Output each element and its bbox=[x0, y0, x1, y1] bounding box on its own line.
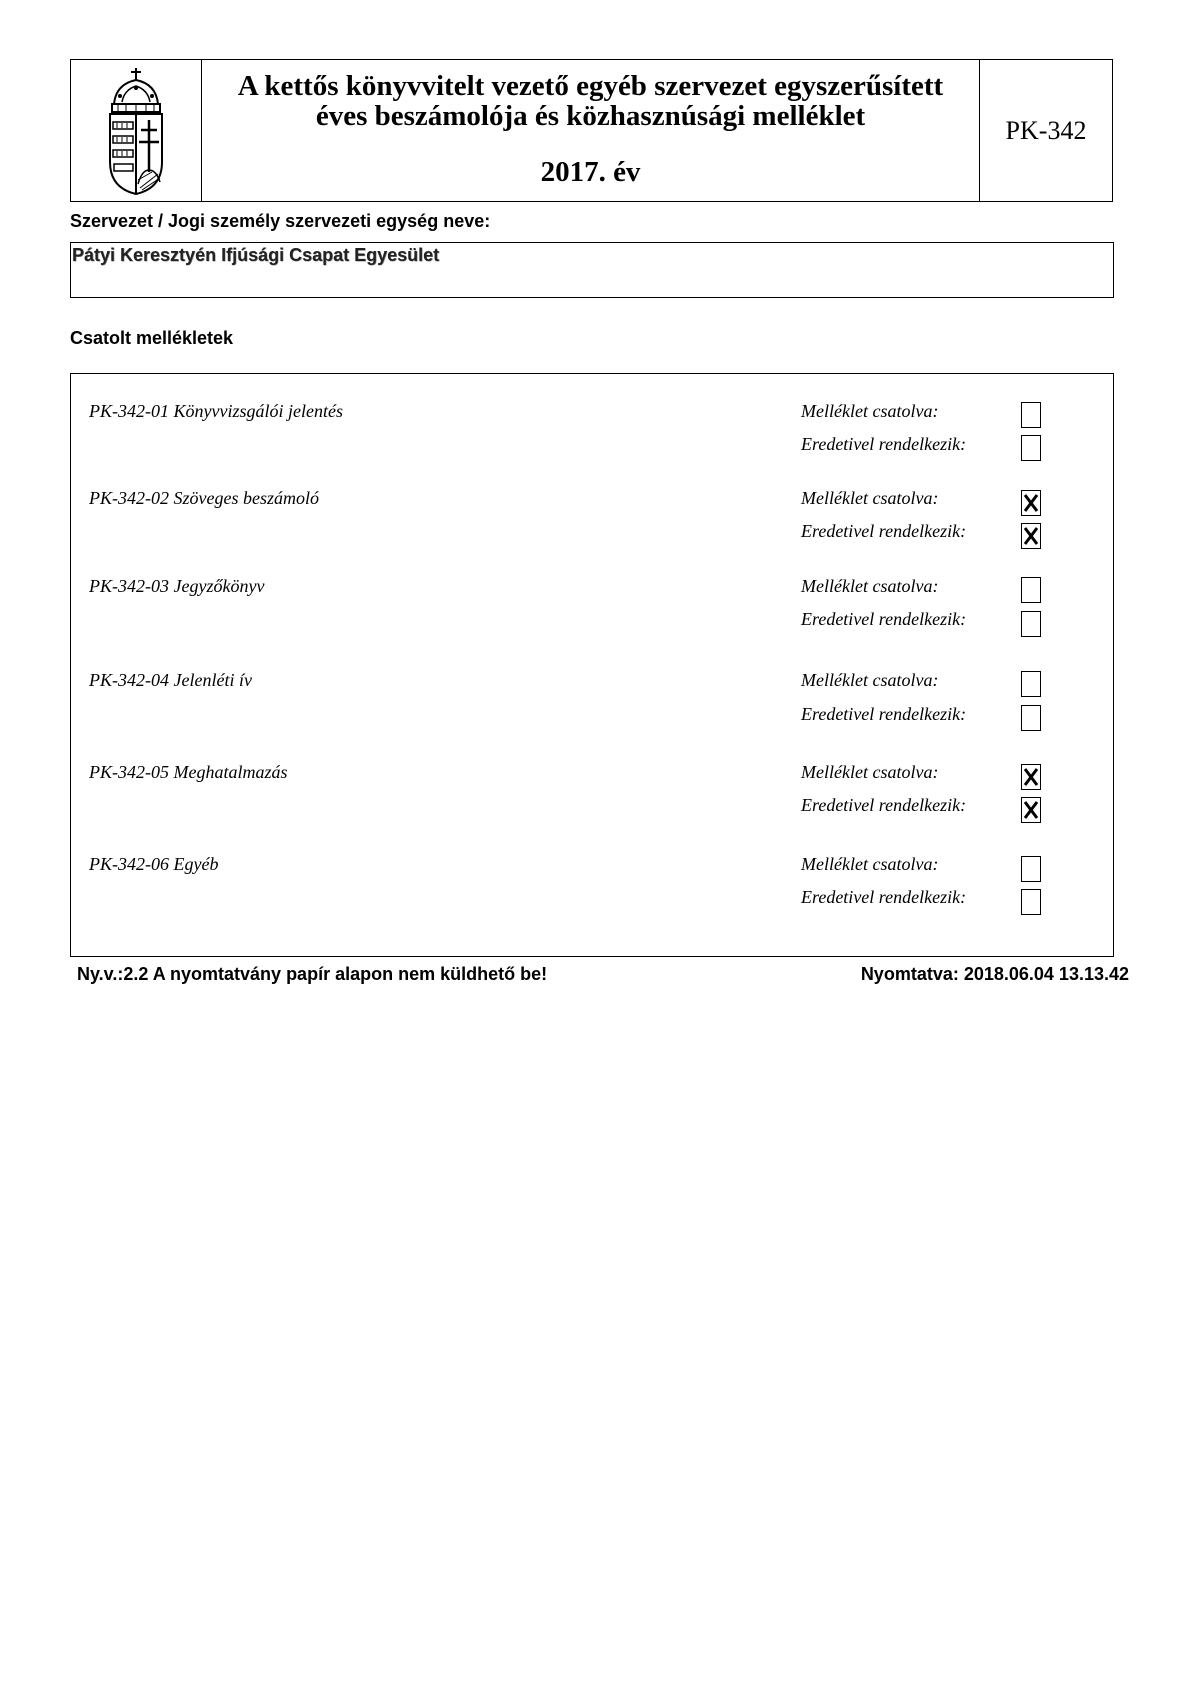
original-label: Eredetivel rendelkezik: bbox=[801, 434, 967, 454]
title-line-2: éves beszámolója és közhasznúsági melléklet bbox=[315, 100, 866, 132]
attached-checkbox[interactable] bbox=[1021, 402, 1041, 428]
check-x-icon bbox=[1023, 526, 1039, 546]
attached-label: Melléklet csatolva: bbox=[801, 488, 939, 508]
original-checkbox[interactable] bbox=[1021, 523, 1041, 549]
original-checkbox[interactable] bbox=[1021, 435, 1041, 461]
attached-label: Melléklet csatolva: bbox=[801, 762, 939, 782]
original-checkbox[interactable] bbox=[1021, 705, 1041, 731]
original-label: Eredetivel rendelkezik: bbox=[801, 704, 967, 724]
attachment-name: PK-342-04 Jelenléti ív bbox=[89, 670, 252, 690]
print-timestamp: Nyomtatva: 2018.06.04 13.13.42 bbox=[860, 964, 1129, 984]
check-x-icon bbox=[1023, 767, 1039, 787]
original-checkbox[interactable] bbox=[1021, 889, 1041, 915]
attachments-panel bbox=[70, 373, 1114, 957]
title-line-1: A kettős könyvvitelt vezető egyéb szervezet egyszerűsített bbox=[237, 70, 944, 102]
original-checkbox[interactable] bbox=[1021, 611, 1041, 637]
organization-label: Szervezet / Jogi személy szervezeti egység neve: bbox=[70, 211, 491, 231]
original-label: Eredetivel rendelkezik: bbox=[801, 521, 967, 541]
hungarian-coat-of-arms-icon bbox=[104, 66, 168, 196]
attached-label: Melléklet csatolva: bbox=[801, 670, 939, 690]
original-label: Eredetivel rendelkezik: bbox=[801, 795, 967, 815]
attachments-label: Csatolt mellékletek bbox=[70, 328, 234, 348]
organization-name: Pátyi Keresztyén Ifjúsági Csapat Egyesület bbox=[72, 245, 440, 265]
attachment-name: PK-342-03 Jegyzőkönyv bbox=[89, 576, 265, 596]
attached-checkbox[interactable] bbox=[1021, 764, 1041, 790]
original-checkbox[interactable] bbox=[1021, 797, 1041, 823]
attached-checkbox[interactable] bbox=[1021, 490, 1041, 516]
organization-name-field[interactable] bbox=[70, 242, 1114, 298]
form-header bbox=[70, 59, 1113, 202]
attached-checkbox[interactable] bbox=[1021, 671, 1041, 697]
check-x-icon bbox=[1023, 800, 1039, 820]
attached-label: Melléklet csatolva: bbox=[801, 401, 939, 421]
attached-label: Melléklet csatolva: bbox=[801, 576, 939, 596]
attachment-name: PK-342-01 Könyvvizsgálói jelentés bbox=[89, 401, 343, 421]
footer-notice: Ny.v.:2.2 A nyomtatvány papír alapon nem küldhető be! bbox=[77, 964, 548, 984]
attachment-name: PK-342-05 Meghatalmazás bbox=[89, 762, 288, 782]
original-label: Eredetivel rendelkezik: bbox=[801, 609, 967, 629]
check-x-icon bbox=[1023, 493, 1039, 513]
crest-cell bbox=[71, 60, 202, 201]
attached-label: Melléklet csatolva: bbox=[801, 854, 939, 874]
attachment-name: PK-342-06 Egyéb bbox=[89, 854, 219, 874]
attachment-name: PK-342-02 Szöveges beszámoló bbox=[89, 488, 319, 508]
original-label: Eredetivel rendelkezik: bbox=[801, 887, 967, 907]
report-year: 2017. év bbox=[540, 156, 641, 188]
attached-checkbox[interactable] bbox=[1021, 856, 1041, 882]
form-code: PK-342 bbox=[1005, 115, 1087, 145]
form-title bbox=[202, 60, 980, 201]
attached-checkbox[interactable] bbox=[1021, 577, 1041, 603]
